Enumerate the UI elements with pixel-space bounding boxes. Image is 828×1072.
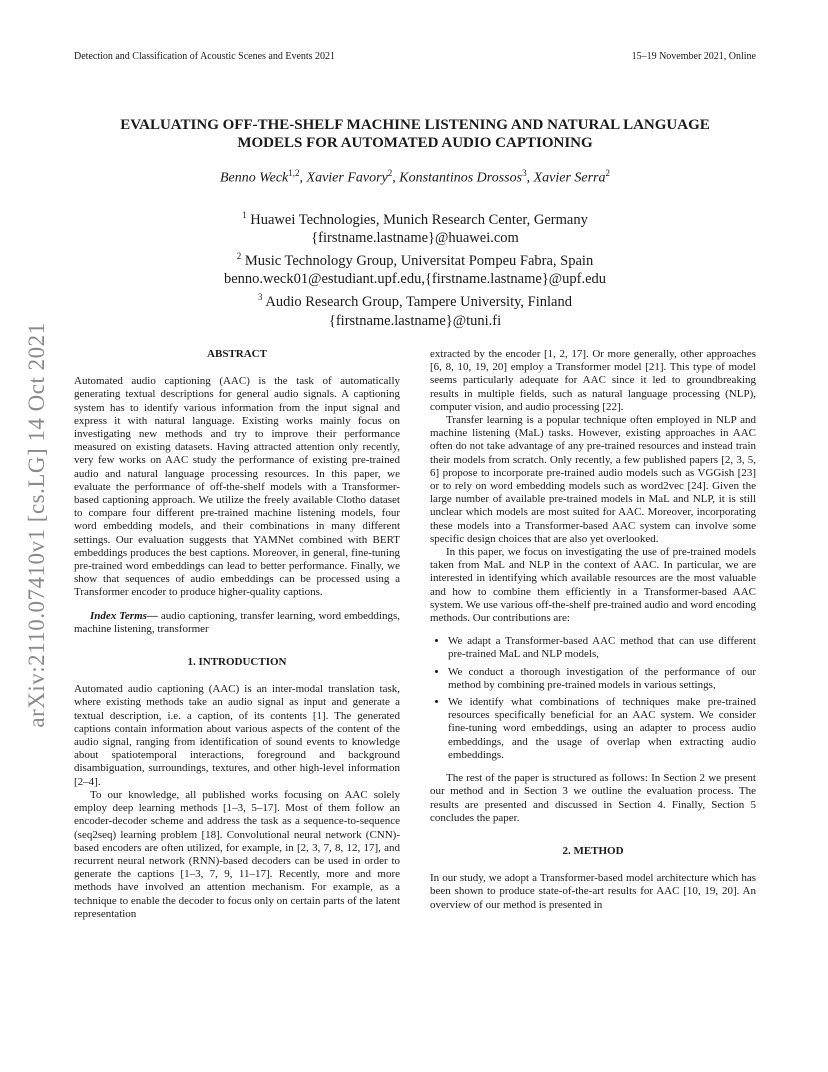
author-list: Benno Weck$^{1,2}$, Xavier Favory$^2$, Konstantinos Drossos$^3$, Xavier Serra$^2$ — [219, 168, 611, 186]
running-header — [74, 51, 756, 62]
abstract-text: Automated audio captioning (AAC) is the task of automatically generating textual descriptions for general audio signals. A captioning system has to identify various information from the input signal and express it with natural language. Existing works mainly focus on investigating new methods and try to improve their performance measured on existing datasets. Having attracted attention only recently, very few works on AAC study the performance of existing pre-trained audio and natural language processing resources. In this paper, we evaluate the performance of off-the-shelf models with a Transformer-based captioning approach. We utilize the freely available Clotho dataset to compare four different pre-trained machine listening models, four word embedding models, and their combinations in many different settings. Our evaluation suggests that YAMNet combined with BERT embeddings produces the best captions. Moreover, in general, fine-tuning pre-trained word embeddings can lead to better performance. Finally, we show that sequences of audio embeddings can be processed using a Transformer encoder to produce higher-quality captions. — [74, 375, 400, 599]
abstract-heading: ABSTRACT — [207, 348, 267, 360]
author-name: Xavier Serra — [533, 170, 606, 186]
affiliation-sup: 2 — [236, 251, 242, 262]
author-sup: 1,2 — [288, 168, 300, 178]
intro-paragraph-6: The rest of the paper is structured as follows: In Section 2 we present our method and in Section 3 we outline the evaluation process. The results are presented and discussed in Section 4. Finally, Section 5 concludes the paper. — [430, 772, 756, 824]
intro-paragraph-5: In this paper, we focus on investigating the use of pre-trained models taken from MaL and NLP in the context of AAC. In particular, we are interested in identifying which available resources are the most valuable and how to combine them efficiently in a Transformer-based AAC system. We use various off-the-shelf pre-trained audio and word encoding methods. Our contributions are: — [430, 546, 756, 625]
author-sup: 3 — [522, 168, 527, 178]
arxiv-stamp — [22, 290, 52, 760]
introduction-heading: 1. INTRODUCTION — [187, 656, 287, 669]
right-column — [430, 348, 756, 912]
affiliation-3-email: {firstname.lastname}@tuni.fi — [328, 312, 502, 329]
title-line-2: MODELS FOR AUTOMATED AUDIO CAPTIONING — [237, 135, 593, 151]
author-sup: 2 — [387, 168, 393, 178]
affiliation-1 — [74, 206, 756, 229]
list-item: • We conduct a thorough investigation of the performance of our method by combining pre-trained models in various settings, — [448, 666, 756, 692]
affiliation-sup: 3 — [258, 292, 263, 303]
list-item: • We adapt a Transformer-based AAC method that can use different pre-trained MaL and NLP models, — [448, 635, 756, 661]
affiliation-1-email: {firstname.lastname}@huawei.com — [311, 230, 519, 247]
paper-title — [74, 116, 756, 152]
intro-paragraph-3: extracted by the encoder [1, 2, 17]. Or more generally, other approaches [6, 8, 10, 19, 20] employ a Transformer model [21]. This type of model seems particularly adequate for AAC since it led to groundbreaking results in multiple fields, such as natural language processing (NLP), computer vision, and audio processing [22]. — [430, 348, 756, 413]
contributions-list — [430, 635, 756, 762]
author-name: Konstantinos Drossos — [399, 170, 523, 186]
affiliation-3 — [74, 288, 756, 311]
author-sup: 2 — [605, 168, 611, 178]
arxiv-stamp-text: arXiv:2110.07410v1 [cs.LG] 14 Oct 2021 — [24, 322, 49, 728]
intro-paragraph-1: Automated audio captioning (AAC) is an inter-modal translation task, where existing methods take an audio signal as input and generate a textual description, i.e. a caption, of its contents [1]. The generated captions contain information about various aspects of the content of the audio signal, ranging from identification of sound events to knowledge about spatiotemporal interactions, foreground and background disambiguation, surroundings, textures, and other high-level information [2–4]. — [74, 683, 400, 788]
affiliation-text: Audio Research Group, Tampere University, Finland — [265, 294, 572, 311]
index-terms-text: audio captioning, transfer learning, word embeddings, machine listening, transformer — [74, 609, 400, 635]
author-name: Xavier Favory — [306, 170, 388, 186]
intro-paragraph-4: Transfer learning is a popular technique often employed in NLP and machine listening (MaL) tasks. However, existing approaches in AAC often do not take advantage of any pre-trained resources and instead train their models from scratch. Only recently, a few published papers [2, 3, 5, 6] propose to incorporate pre-trained audio models such as VGGish [23] or to rely on word embedding models such as word2vec [24]. Given the large number of available pre-trained models in MaL and NLP, it is still unclear which models are most suited for AAC. Moreover, incorporating these models into a Transformer-based AAC system can involve some specific design choices that are also yet overlooked. — [430, 414, 756, 545]
index-terms-label: Index Terms— — [90, 609, 158, 622]
affiliation-2 — [74, 247, 756, 270]
title-line-1: EVALUATING OFF-THE-SHELF MACHINE LISTENING AND NATURAL LANGUAGE — [120, 117, 710, 133]
intro-paragraph-2: To our knowledge, all published works focusing on AAC solely employ deep learning methods [1–3, 5–17]. Most of them follow an encoder-decoder scheme and address the task as a sequence-to-sequence (seq2seq) learning problem [18]. Convolutional neural network (CNN)-based encoders are often utilized, for example, in [2, 3, 7, 8, 12, 17], and recurrent neural network (RNN)-based decoders can be used in order to generate the captions [1–3, 7, 9, 11–17]. Recently, more and more methods have involved an attention mechanism. For example, as a technique to enable the decoder to focus only on certain parts of the latent representation — [74, 788, 400, 920]
affiliation-2-email: benno.weck01@estudiant.upf.edu,{firstname.lastname}@upf.edu — [223, 271, 607, 288]
affiliation-sup: 1 — [242, 210, 247, 220]
affiliations — [74, 206, 756, 330]
header-left: Detection and Classification of Acoustic Scenes and Events 2021 — [74, 51, 336, 62]
affiliation-text: Music Technology Group, Universitat Pompeu Fabra, Spain — [244, 253, 594, 270]
affiliation-text: Huawei Technologies, Munich Research Center, Germany — [250, 211, 588, 228]
list-item: • We identify what combinations of techniques make pre-trained resources specifically beneficial for an AAC system. We consider fine-tuning word embeddings, using an adapter to process audio embeddings, and the usage of overlap when extracting audio embeddings. — [448, 696, 756, 762]
method-heading: 2. METHOD — [562, 844, 624, 857]
method-paragraph-1: In our study, we adopt a Transformer-based model architecture which has been shown to produce state-of-the-art results for AAC [10, 19, 20]. An overview of our method is presented in — [430, 872, 756, 911]
index-terms — [74, 610, 400, 636]
author-name: Benno Weck — [219, 170, 289, 186]
left-column — [74, 348, 400, 921]
header-right: 15–19 November 2021, Online — [631, 51, 756, 62]
